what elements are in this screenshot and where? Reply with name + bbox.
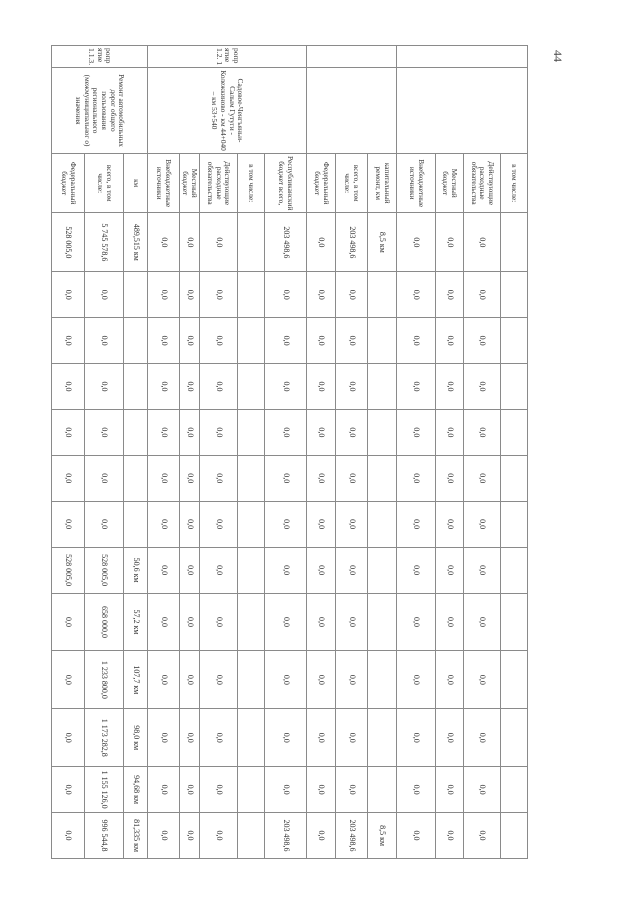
value-cell: 0,0 [265,593,307,651]
value-cell: 50,6 км [124,547,148,593]
value-cell: 0,0 [148,318,180,364]
value-cell: 0,0 [307,547,336,593]
value-cell: 658 000,0 [85,593,124,651]
value-cell: 0,0 [436,455,464,501]
value-cell: 0,0 [464,547,501,593]
value-cell: 0,0 [464,213,501,272]
value-cell: 0,0 [180,272,200,318]
value-cell [501,709,528,767]
value-cell: 0,0 [148,651,180,709]
value-cell: 0,0 [200,272,238,318]
measure-number-cell [307,46,397,68]
value-cell: 0,0 [464,318,501,364]
funding-source-label: км [124,154,148,213]
value-cell: 0,0 [52,767,85,813]
value-cell: 0,0 [336,455,368,501]
value-cell: 0,0 [85,272,124,318]
value-cell: 203 498,6 [336,813,368,859]
value-cell: 0,0 [307,318,336,364]
value-cell: 0,0 [436,318,464,364]
value-cell: 0,0 [436,547,464,593]
value-cell: 0,0 [180,709,200,767]
value-cell: 0,0 [265,547,307,593]
value-cell: 0,0 [180,813,200,859]
value-cell [238,409,265,455]
value-cell [238,455,265,501]
value-cell: 0,0 [307,501,336,547]
value-cell: 0,0 [265,767,307,813]
funding-source-label: Республиканский бюджет всего, [265,154,307,213]
value-cell: 0,0 [464,651,501,709]
value-cell: 0,0 [148,364,180,410]
value-cell: 0,0 [180,213,200,272]
measure-number-cell [397,46,528,68]
measure-number-cell: ропр ятие 1.1.3. [52,46,148,68]
value-cell: 0,0 [464,813,501,859]
value-cell: 0,0 [436,409,464,455]
value-cell: 57,2 км [124,593,148,651]
value-cell [124,364,148,410]
value-cell: 0,0 [436,813,464,859]
value-cell: 996 544,8 [85,813,124,859]
value-cell [238,364,265,410]
value-cell: 0,0 [180,501,200,547]
value-cell [501,547,528,593]
funding-source-label: Действующие расходные обязательства [200,154,238,213]
value-cell: 0,0 [397,455,436,501]
value-cell: 0,0 [397,813,436,859]
value-cell: 0,0 [200,547,238,593]
funding-source-label: в том числе: [238,154,265,213]
value-cell: 0,0 [307,272,336,318]
value-cell [368,593,397,651]
value-cell: 0,0 [180,318,200,364]
measure-description-cell: Ремонт автомобильных дорог общего пользования регионального (межмуниципальног о) значения [52,68,148,154]
value-cell: 203 498,6 [265,213,307,272]
value-cell: 0,0 [200,501,238,547]
value-cell [124,409,148,455]
value-cell: 0,0 [336,651,368,709]
table-row [397,46,436,905]
value-cell [238,651,265,709]
table-row [464,46,501,905]
value-cell [238,501,265,547]
value-cell: 0,0 [85,501,124,547]
value-cell [501,213,528,272]
funding-source-label: Федеральный бюджет [52,154,85,213]
value-cell: 0,0 [265,364,307,410]
value-cell: 0,0 [397,501,436,547]
value-cell: 0,0 [307,593,336,651]
value-cell [501,409,528,455]
table-row [368,46,397,905]
value-cell: 0,0 [52,409,85,455]
value-cell: 0,0 [307,651,336,709]
value-cell: 0,0 [336,409,368,455]
value-cell: 0,0 [307,364,336,410]
table-row [52,46,85,905]
value-cell: 0,0 [148,455,180,501]
value-cell: 1 173 282,8 [85,709,124,767]
value-cell: 8,5 км [368,213,397,272]
value-cell: 0,0 [336,364,368,410]
measure-number-cell: ропр ятие 1.2. 1 [148,46,307,68]
value-cell: 0,0 [464,593,501,651]
value-cell [124,501,148,547]
value-cell: 0,0 [464,364,501,410]
value-cell: 0,0 [52,709,85,767]
value-cell: 0,0 [85,409,124,455]
value-cell: 0,0 [200,455,238,501]
value-cell: 0,0 [148,501,180,547]
value-cell: 0,0 [336,767,368,813]
value-cell: 0,0 [307,813,336,859]
value-cell: 0,0 [52,364,85,410]
value-cell: 0,0 [265,272,307,318]
value-cell: 0,0 [464,409,501,455]
value-cell: 0,0 [307,455,336,501]
value-cell: 0,0 [52,813,85,859]
value-cell: 0,0 [397,318,436,364]
value-cell: 0,0 [200,709,238,767]
value-cell [124,318,148,364]
value-cell [238,709,265,767]
value-cell: 0,0 [52,318,85,364]
value-cell: 0,0 [336,318,368,364]
value-cell: 0,0 [436,651,464,709]
value-cell [501,501,528,547]
funding-source-label: всего, в том числе: [336,154,368,213]
value-cell [238,547,265,593]
value-cell: 0,0 [148,767,180,813]
value-cell: 0,0 [265,709,307,767]
funding-source-label: Федеральный бюджет [307,154,336,213]
value-cell: 1 233 800,0 [85,651,124,709]
value-cell: 0,0 [336,593,368,651]
value-cell [501,767,528,813]
value-cell [501,651,528,709]
value-cell: 8,5 км [368,813,397,859]
value-cell: 0,0 [85,455,124,501]
funding-source-label: всего, в том числе: [85,154,124,213]
value-cell [501,455,528,501]
funding-source-label: капитальный ремонт, км [368,154,397,213]
value-cell [501,813,528,859]
value-cell: 0,0 [436,767,464,813]
value-cell: 0,0 [436,709,464,767]
value-cell [501,593,528,651]
value-cell: 94,68 км [124,767,148,813]
value-cell: 0,0 [148,547,180,593]
value-cell: 0,0 [265,455,307,501]
value-cell: 528 005,0 [85,547,124,593]
value-cell: 98,0 км [124,709,148,767]
measure-description-cell [397,68,528,154]
value-cell: 0,0 [200,318,238,364]
value-cell: 0,0 [148,709,180,767]
value-cell [124,455,148,501]
value-cell: 0,0 [52,455,85,501]
value-cell: 0,0 [397,547,436,593]
value-cell: 0,0 [336,547,368,593]
value-cell: 0,0 [180,651,200,709]
table-row [336,46,368,905]
value-cell: 0,0 [148,213,180,272]
value-cell: 528 005,0 [52,547,85,593]
value-cell: 0,0 [464,767,501,813]
value-cell: 0,0 [200,409,238,455]
table-row [501,46,528,905]
value-cell: 0,0 [397,213,436,272]
funding-source-label: Внебюджетные источники [397,154,436,213]
funding-source-label: Местный бюджет [436,154,464,213]
value-cell: 0,0 [397,593,436,651]
value-cell [238,593,265,651]
value-cell: 0,0 [336,272,368,318]
table-row [436,46,464,905]
value-cell [501,318,528,364]
value-cell: 81,335 км [124,813,148,859]
value-cell: 0,0 [180,547,200,593]
value-cell: 0,0 [265,651,307,709]
value-cell [124,272,148,318]
value-cell: 0,0 [180,364,200,410]
value-cell [368,409,397,455]
page-number: 44 [551,50,565,62]
value-cell: 0,0 [307,409,336,455]
value-cell: 203 498,6 [336,213,368,272]
funding-source-label: Внебюджетные источники [148,154,180,213]
value-cell: 0,0 [464,455,501,501]
value-cell: 107,7 км [124,651,148,709]
budget-table [51,45,528,905]
value-cell [501,272,528,318]
value-cell: 0,0 [336,501,368,547]
value-cell [238,813,265,859]
value-cell: 0,0 [307,767,336,813]
value-cell: 0,0 [265,501,307,547]
value-cell: 0,0 [200,813,238,859]
value-cell: 0,0 [180,767,200,813]
value-cell: 0,0 [52,501,85,547]
value-cell: 0,0 [85,318,124,364]
value-cell: 0,0 [200,767,238,813]
table-row [124,46,148,905]
value-cell [368,651,397,709]
value-cell: 0,0 [397,651,436,709]
value-cell: 0,0 [464,501,501,547]
value-cell: 0,0 [52,651,85,709]
value-cell [368,455,397,501]
value-cell: 1 155 126,0 [85,767,124,813]
value-cell [238,318,265,364]
value-cell: 0,0 [397,364,436,410]
measure-description-cell: Садовое-Ченгъяньи-Салым Гутуги - Колежкиново - км 44+040 – км 53+540 [148,68,307,154]
value-cell: 489,515 км [124,213,148,272]
value-cell [368,767,397,813]
value-cell: 0,0 [52,272,85,318]
value-cell: 0,0 [307,709,336,767]
value-cell [368,364,397,410]
value-cell: 0,0 [336,709,368,767]
table-row [307,46,336,905]
value-cell: 0,0 [397,767,436,813]
table-row [148,46,180,905]
table-row [200,46,238,905]
value-cell [368,272,397,318]
value-cell [501,364,528,410]
value-cell: 0,0 [200,213,238,272]
value-cell: 0,0 [397,409,436,455]
funding-source-label: в том числе: [501,154,528,213]
value-cell: 0,0 [436,501,464,547]
value-cell: 203 498,6 [265,813,307,859]
value-cell: 0,0 [265,318,307,364]
value-cell: 0,0 [200,364,238,410]
value-cell: 0,0 [265,409,307,455]
value-cell: 0,0 [180,593,200,651]
value-cell: 0,0 [148,272,180,318]
table-row [180,46,200,905]
value-cell: 0,0 [436,364,464,410]
measure-description-cell [307,68,397,154]
value-cell: 0,0 [52,593,85,651]
value-cell: 0,0 [397,709,436,767]
value-cell: 0,0 [200,593,238,651]
value-cell: 0,0 [148,593,180,651]
value-cell [238,272,265,318]
value-cell: 0,0 [148,813,180,859]
value-cell: 528 005,0 [52,213,85,272]
value-cell: 0,0 [464,272,501,318]
value-cell: 0,0 [464,709,501,767]
value-cell: 5 745 578,6 [85,213,124,272]
table-row [85,46,124,905]
value-cell: 0,0 [200,651,238,709]
value-cell [368,501,397,547]
value-cell: 0,0 [436,593,464,651]
value-cell: 0,0 [85,364,124,410]
value-cell: 0,0 [307,213,336,272]
value-cell [238,767,265,813]
value-cell: 0,0 [180,455,200,501]
value-cell: 0,0 [148,409,180,455]
value-cell: 0,0 [397,272,436,318]
value-cell: 0,0 [180,409,200,455]
value-cell [368,709,397,767]
value-cell: 0,0 [436,213,464,272]
funding-source-label: Действующие расходные обязательства [464,154,501,213]
table-row [238,46,265,905]
value-cell: 0,0 [436,272,464,318]
table-row [265,46,307,905]
value-cell [238,213,265,272]
value-cell [368,547,397,593]
funding-source-label: Местный бюджет [180,154,200,213]
value-cell [368,318,397,364]
